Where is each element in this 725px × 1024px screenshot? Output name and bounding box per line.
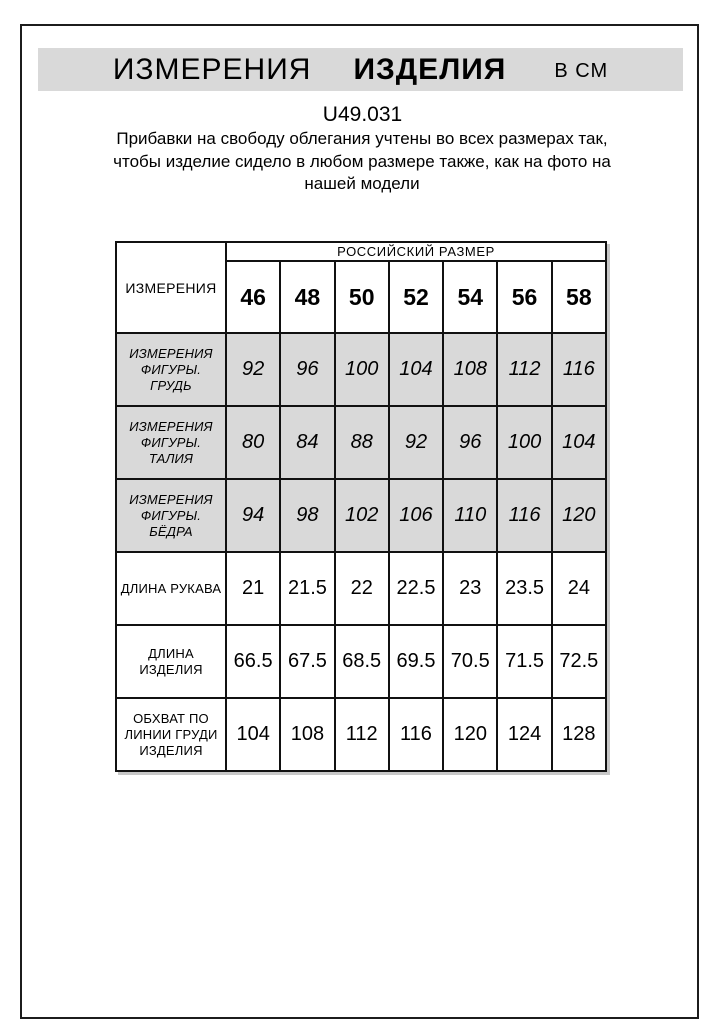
row-label: ОБХВАТ ПО ЛИНИИ ГРУДИ ИЗДЕЛИЯ (116, 698, 226, 771)
value-cell: 70.5 (443, 625, 497, 698)
row-label: ДЛИНА ИЗДЕЛИЯ (116, 625, 226, 698)
value-cell: 96 (280, 333, 334, 406)
value-cell: 120 (552, 479, 606, 552)
value-cell: 98 (280, 479, 334, 552)
row-label: ДЛИНА РУКАВА (116, 552, 226, 625)
value-cell: 67.5 (280, 625, 334, 698)
value-cell: 80 (226, 406, 280, 479)
value-cell: 128 (552, 698, 606, 771)
value-cell: 112 (497, 333, 551, 406)
size-cell: 54 (443, 261, 497, 333)
value-cell: 88 (335, 406, 389, 479)
table-row-figure-hips (116, 479, 606, 552)
corner-header-cell: ИЗМЕРЕНИЯ (116, 242, 226, 333)
title-product: ИЗДЕЛИЯ (353, 52, 507, 86)
value-cell: 124 (497, 698, 551, 771)
value-cell: 21.5 (280, 552, 334, 625)
row-label: ИЗМЕРЕНИЯ ФИГУРЫ. ГРУДЬ (116, 333, 226, 406)
row-label: ИЗМЕРЕНИЯ ФИГУРЫ. БЁДРА (116, 479, 226, 552)
size-cell: 52 (389, 261, 443, 333)
value-cell: 102 (335, 479, 389, 552)
value-cell: 104 (389, 333, 443, 406)
value-cell: 106 (389, 479, 443, 552)
value-cell: 112 (335, 698, 389, 771)
value-cell: 24 (552, 552, 606, 625)
title-units: В СМ (554, 59, 609, 82)
table-row-figure-chest (116, 333, 606, 406)
value-cell: 69.5 (389, 625, 443, 698)
size-cell: 50 (335, 261, 389, 333)
value-cell: 110 (443, 479, 497, 552)
table-row-chest-girth (116, 698, 606, 771)
value-cell: 116 (389, 698, 443, 771)
value-cell: 22.5 (389, 552, 443, 625)
table-row-sleeve-length (116, 552, 606, 625)
value-cell: 21 (226, 552, 280, 625)
value-cell: 104 (226, 698, 280, 771)
title-measurements: ИЗМЕРЕНИЯ (112, 52, 312, 86)
size-cell: 56 (497, 261, 551, 333)
value-cell: 66.5 (226, 625, 280, 698)
value-cell: 23.5 (497, 552, 551, 625)
value-cell: 116 (552, 333, 606, 406)
size-table (115, 241, 607, 772)
value-cell: 108 (443, 333, 497, 406)
table-row-item-length (116, 625, 606, 698)
row-label: ИЗМЕРЕНИЯ ФИГУРЫ. ТАЛИЯ (116, 406, 226, 479)
value-cell: 68.5 (335, 625, 389, 698)
value-cell: 72.5 (552, 625, 606, 698)
value-cell: 120 (443, 698, 497, 771)
value-cell: 84 (280, 406, 334, 479)
size-cell: 46 (226, 261, 280, 333)
value-cell: 96 (443, 406, 497, 479)
value-cell: 108 (280, 698, 334, 771)
value-cell: 92 (389, 406, 443, 479)
size-cell: 58 (552, 261, 606, 333)
table-row-figure-waist (116, 406, 606, 479)
size-group-header-cell: РОССИЙСКИЙ РАЗМЕР (226, 242, 606, 261)
value-cell: 92 (226, 333, 280, 406)
product-code: U49.031 (322, 103, 403, 126)
size-cell: 48 (280, 261, 334, 333)
value-cell: 100 (497, 406, 551, 479)
fit-description: Прибавки на свободу облегания учтены во всех размерах так, чтобы изделие сидело в любом размере также, как на фото на нашей модели (113, 129, 611, 193)
value-cell: 94 (226, 479, 280, 552)
value-cell: 71.5 (497, 625, 551, 698)
value-cell: 23 (443, 552, 497, 625)
value-cell: 22 (335, 552, 389, 625)
value-cell: 104 (552, 406, 606, 479)
value-cell: 116 (497, 479, 551, 552)
table-header-row (116, 242, 606, 261)
value-cell: 100 (335, 333, 389, 406)
title-band (38, 48, 683, 91)
